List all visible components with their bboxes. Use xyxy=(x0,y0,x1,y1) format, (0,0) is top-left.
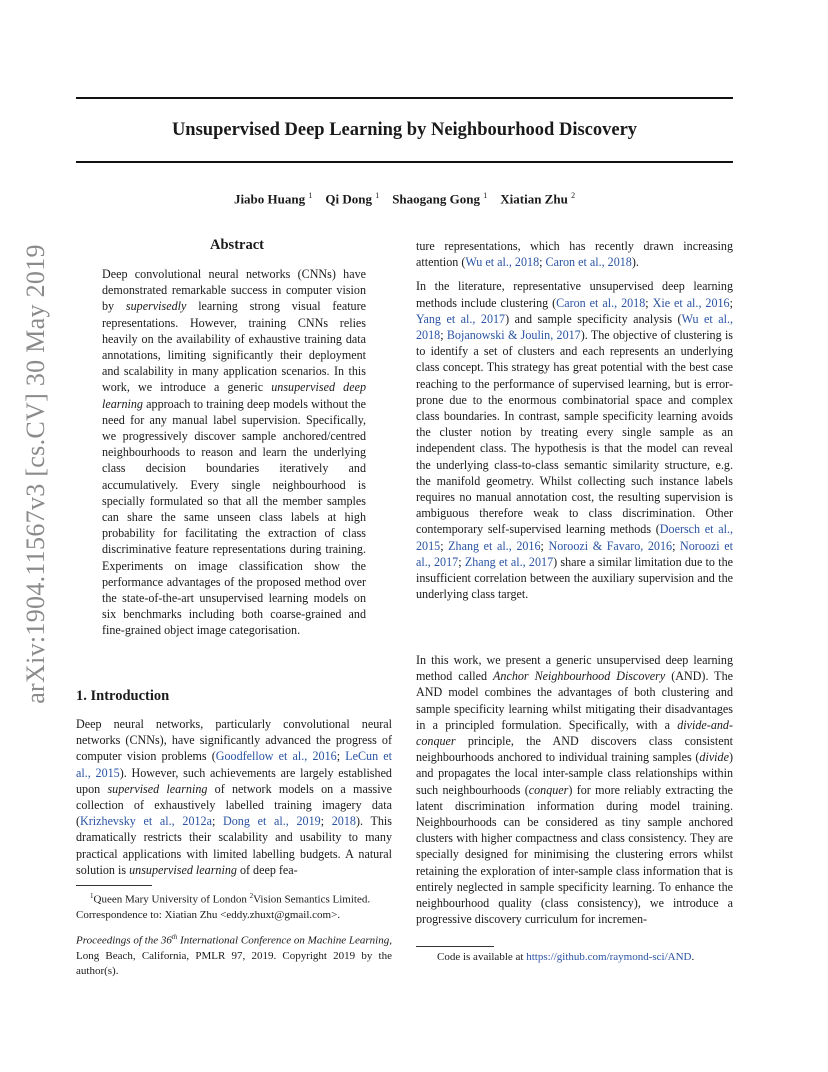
intro-emphasis: supervised learning xyxy=(107,781,208,796)
body-text: ; xyxy=(539,255,546,270)
body-text: ) for more reliably extracting the latent discrimination information during model training. Neighbourhoods can be considered as tiny sample anchored clusters with higher compactness and class consistency. They are specially designed for minimising the clustering errors whilst retaining the exploration of inter-sample class information that is entirely neglected in sample specificity learning. To enhance the neighbourhood quality (class consistency), we introduce a progressive discovery curriculum for incremen- xyxy=(416,782,733,927)
footnote-text: . xyxy=(691,951,695,963)
intro-text: of deep fea- xyxy=(236,862,298,877)
code-availability-footnote xyxy=(437,950,737,965)
intro-text: of network models on a massive collection of exhaustively labelled training imagery data ( xyxy=(76,781,393,829)
author-affiliation: 1 xyxy=(375,191,380,200)
body-text: ; xyxy=(672,538,681,553)
correspondence-line: Correspondence to: Xiatian Zhu <eddy.zhuxt@gmail.com>. xyxy=(76,908,341,921)
right-column-lower xyxy=(416,652,733,927)
body-emphasis: divide xyxy=(699,750,729,765)
author-name: Qi Dong xyxy=(325,191,372,207)
right-column xyxy=(416,238,733,602)
body-text: ; xyxy=(458,554,465,569)
affiliation-footnote xyxy=(76,889,394,923)
title-bottom-rule xyxy=(76,161,733,163)
author-list xyxy=(76,191,733,207)
abstract-emphasis: supervisedly xyxy=(125,299,187,314)
citation-link[interactable]: Yang et al., 2017 xyxy=(416,311,506,326)
intro-text: Deep neural networks, particularly convolutional neural networks (CNNs), have significantly advanced the progress of computer vision problems ( xyxy=(76,717,392,764)
author-affiliation: 2 xyxy=(571,191,576,200)
body-text: ; xyxy=(729,295,733,310)
body-text: ; xyxy=(440,538,449,553)
citation-link[interactable]: Noroozi et al., 2017 xyxy=(416,538,733,569)
paragraph xyxy=(416,652,733,927)
citation-link[interactable]: Krizhevsky et al., 2012a xyxy=(80,814,212,829)
citation-link[interactable]: Xie et al., 2016 xyxy=(652,295,730,310)
author-affiliation: 1 xyxy=(308,191,313,200)
affiliation-text: Queen Mary University of London xyxy=(93,893,250,906)
body-text: ture representations, which has recently drawn increasing attention ( xyxy=(416,239,733,270)
footnote-rule xyxy=(76,885,152,886)
intro-emphasis: unsupervised learning xyxy=(129,862,237,877)
citation-link[interactable]: Noroozi & Favaro, 2016 xyxy=(548,538,673,553)
body-text: (AND). The AND model combines the advantages of both clustering and sample specificity learning whilst mitigating their disadvantages in a principled formulation. Specifically, with a xyxy=(416,669,733,732)
body-text: ) and sample specificity analysis ( xyxy=(505,311,682,326)
body-text: ; xyxy=(540,538,549,553)
paper-title: Unsupervised Deep Learning by Neighbourhood Discovery xyxy=(171,120,638,140)
citation-link[interactable]: Wu et al., 2018 xyxy=(465,255,540,270)
citation-link[interactable]: Caron et al., 2018 xyxy=(556,295,646,310)
intro-text: ; xyxy=(211,814,224,829)
footnote-rule xyxy=(416,946,494,947)
abstract-text: learning strong visual feature representations. However, training CNNs relies heavily on the availability of exhaustive training data annotations, limiting significantly their deployment and scalability in many application scenarios. In this work, we introduce a generic xyxy=(102,299,366,395)
paragraph xyxy=(416,238,733,270)
proceedings-text: International Conference on Machine Learning xyxy=(177,934,390,947)
body-emphasis: divide-and-conquer xyxy=(416,717,733,749)
arxiv-identifier: arXiv:1904.11567v3 [cs.CV] 30 May 2019 xyxy=(21,244,50,704)
body-text: In this work, we present a generic unsupervised deep learning method called xyxy=(416,653,733,684)
abstract-emphasis: unsupervised deep learning xyxy=(102,380,366,411)
citation-link[interactable]: 2018 xyxy=(331,814,356,829)
author-affiliation: 1 xyxy=(483,191,488,200)
body-text: In the literature, representative unsupervised deep learning methods include clustering ( xyxy=(416,279,733,310)
body-text: principle, the AND discovers class consistent neighbourhoods anchored to individual training samples ( xyxy=(416,734,733,765)
body-text: ). The objective of clustering is to identify a set of clusters and each represents an underlying class concept. This strategy has great potential with the best case reaching to the performance of supervised learning, but is error-prone due to the enormous combinatorial space and complex class boundaries. In contrast, sample specificity learning avoids the cluster notion by treating every single sample as an independent class. The hypothesis is that the model can reveal the underlying class-to-class semantic similarity structure, e.g. the manifold geometry. Whilst collecting such instance labels requires no manual annotation cost, the resulting supervision is ambiguous therefore weak to class discrimination. Other contemporary self-supervised learning methods ( xyxy=(416,328,734,537)
intro-text: ). This dramatically restricts their scalability and usability to many practical applications with limited labelling budgets. A natural solution is xyxy=(76,814,392,877)
citation-link[interactable]: Bojanowski & Joulin, 2017 xyxy=(446,328,581,343)
body-text: ). xyxy=(631,255,639,270)
intro-paragraph xyxy=(76,716,392,878)
citation-link[interactable]: Doersch et al., 2015 xyxy=(416,522,733,553)
proceedings-text: , Long Beach, California, PMLR 97, 2019. Copyright 2019 by the author(s). xyxy=(76,934,392,977)
title-top-rule xyxy=(76,97,733,99)
proceedings-text: Proceedings of the 36 xyxy=(76,934,172,947)
citation-link[interactable]: Zhang et al., 2016 xyxy=(448,538,541,553)
citation-link[interactable]: Goodfellow et al., 2016 xyxy=(215,749,337,764)
footnote-mark: 1 xyxy=(90,892,94,900)
paragraph xyxy=(416,278,733,602)
footnote-text: Code is available at xyxy=(437,951,527,963)
intro-text: ; xyxy=(336,749,346,764)
abstract-text: approach to training deep models without the need for any manual label supervision. Specifically, we progressively discover sample anchored/centred neighbourhoods to reason and learn the underlying class decision boundaries iteratively and accumulatively. Every single neighbourhood is specially formulated so that all the member samples can share the same unseen class labels at high probability for facilitating the extraction of class discriminative feature representations during training. Experiments on image classification show the performance advantages of the proposed method over the state-of-the-art unsupervised learning models on six benchmarks including both coarse-grained and fine-grained object image categorisation. xyxy=(102,396,366,638)
abstract-heading: Abstract xyxy=(210,237,264,253)
author-name: Xiatian Zhu xyxy=(500,191,568,207)
body-text: ; xyxy=(645,295,653,310)
code-repo-link[interactable]: https://github.com/raymond-sci/AND xyxy=(526,951,692,963)
abstract-body xyxy=(102,266,366,639)
body-text: ) and propagates the local inter-sample class relationships within such neighbourhoods ( xyxy=(416,750,733,797)
proceedings-sup: th xyxy=(171,933,178,941)
author-name: Shaogang Gong xyxy=(392,191,480,207)
citation-link[interactable]: Dong et al., 2019 xyxy=(223,814,321,829)
body-text: ) share a similar limitation due to the insufficient correlation between the auxiliary supervision and the underlying class target. xyxy=(416,554,733,602)
body-emphasis: Anchor Neighbourhood Discovery xyxy=(493,669,666,684)
intro-text: ). However, such achievements are largely established upon xyxy=(76,765,392,796)
citation-link[interactable]: LeCun et al., 2015 xyxy=(76,749,393,780)
body-text: ; xyxy=(440,328,447,343)
affiliation-text: Vision Semantics Limited. xyxy=(253,893,371,906)
abstract-text: Deep convolutional neural networks (CNNs) have demonstrated remarkable success in computer vision by xyxy=(102,267,366,314)
intro-text: ; xyxy=(320,814,332,829)
footnote-mark: 2 xyxy=(249,892,254,900)
body-emphasis: conquer xyxy=(528,782,569,797)
author-name: Jiabo Huang xyxy=(233,191,306,207)
citation-link[interactable]: Zhang et al., 2017 xyxy=(464,554,554,569)
proceedings-note xyxy=(76,930,392,979)
citation-link[interactable]: Wu et al., 2018 xyxy=(416,311,733,343)
section-heading-introduction: 1. Introduction xyxy=(76,688,170,704)
arxiv-sidebar xyxy=(6,0,66,1072)
citation-link[interactable]: Caron et al., 2018 xyxy=(545,255,632,270)
